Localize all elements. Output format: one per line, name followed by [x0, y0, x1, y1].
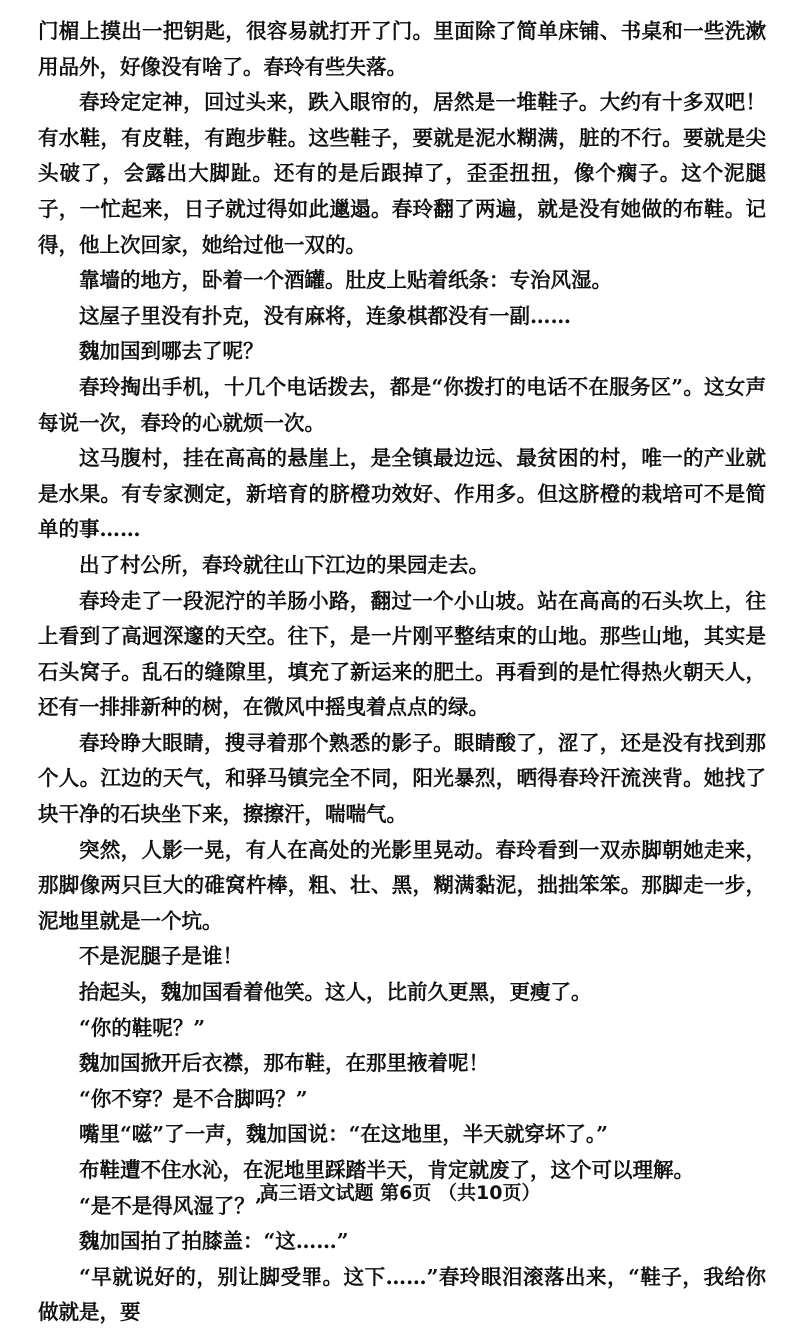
- paragraph-7: 这马腹村，挂在高高的悬崖上，是全镇最边远、最贫困的村，唯一的产业就是水果。有专家测定，新培育的脐橙功效好、作用多。但这脐橙的栽培可不是简单的事……: [38, 446, 766, 542]
- paragraph-4: 这屋子里没有扑克，没有麻将，连象棋都没有一副……: [79, 303, 571, 328]
- paragraph-15: 魏加国掀开后衣襟，那布鞋，在那里掖着呢！: [79, 1051, 489, 1076]
- paragraph-10: 春玲睁大眼睛，搜寻着那个熟悉的影子。眼睛酸了，涩了，还是没有找到那个人。江边的天气，和驿马镇完全不同，阳光暴烈，晒得春玲汗流浃背。她找了块干净的石块坐下来，擦擦汗，喘喘气。: [38, 730, 766, 827]
- paragraph-2: 春玲定定神，回过头来，跌入眼帘的，居然是一堆鞋子。大约有十多双吧！有水鞋，有皮鞋，有跑步鞋。这些鞋子，要就是泥水糊满，脏的不行。要就是尖头破了，会露出大脚趾。还有的是后跟掉了，歪歪扭扭，像个瘸子。这个泥腿子，一忙起来，日子就过得如此邋遢。春玲翻了两遍，就是没有她做的布鞋。记得，他上次回家，她给过他一双的。: [38, 90, 766, 257]
- paragraph-21: “早就说好的，别让脚受罪。这下……”春玲眼泪滚落出来，“鞋子，我给你做就是，要: [38, 1264, 766, 1325]
- paragraph-16: “你不穿？是不合脚吗？”: [79, 1086, 308, 1111]
- paragraph-18: 布鞋遭不住水沁，在泥地里踩踏半天，肯定就废了，这个可以理解。: [79, 1158, 694, 1182]
- paragraph-9: 春玲走了一段泥泞的羊肠小路，翻过一个小山坡。站在高高的石头坎上，往上看到了高迥深邃的天空。往下，是一片刚平整结束的山地。那些山地，其实是石头窝子。乱石的缝隙里，填充了新运来的肥土。再看到的是忙得热火朝天人，还有一排排新种的树，在微风中摇曳着点点的绿。: [38, 588, 766, 720]
- paragraph-8: 出了村公所，春玲就往山下江边的果园走去。: [79, 552, 489, 577]
- paragraph-3: 靠墙的地方，卧着一个酒罐。肚皮上贴着纸条：专治风湿。: [79, 268, 612, 293]
- paragraph-6: 春玲掏出手机，十几个电话拨去，都是“你拨打的电话不在服务区”。这女声每说一次，春玲的心就烦一次。: [38, 374, 766, 435]
- paragraph-14: “你的鞋呢？”: [79, 1015, 206, 1040]
- paragraph-12: 不是泥腿子是谁！: [79, 944, 243, 969]
- paragraph-20: 魏加国拍了拍膝盖：“这……”: [79, 1229, 349, 1254]
- document-page: [38, 14, 766, 1331]
- paragraph-11: 突然，人影一晃，有人在高处的光影里晃动。春玲看到一双赤脚朝她走来，那脚像两只巨大的碓窝杵棒，粗、壮、黑，糊满黏泥，拙拙笨笨。那脚走一步，泥地里就是一个坑。: [38, 837, 766, 933]
- paragraph-17: 嘴里“嗞”了一声，魏加国说：“在这地里，半天就穿坏了。”: [79, 1122, 608, 1147]
- paragraph-19: “是不是得风湿了？”: [79, 1193, 267, 1218]
- page-footer: 高三语文试题 第6页 （共10页）: [259, 1182, 541, 1204]
- paragraph-13: 抬起头，魏加国看着他笑。这人，比前久更黑，更瘦了。: [79, 980, 592, 1005]
- paragraph-1: 门楣上摸出一把钥匙，很容易就打开了门。里面除了简单床铺、书桌和一些洗漱用品外，好像没有啥了。春玲有些失落。: [38, 19, 766, 79]
- paragraph-5: 魏加国到哪去了呢？: [79, 339, 264, 364]
